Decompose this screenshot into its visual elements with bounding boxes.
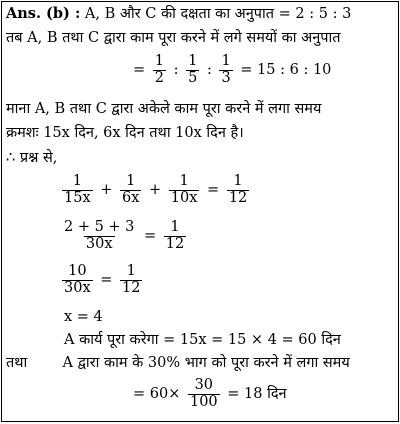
efficiency-ratio-text: A, B और C की दक्षता का अनुपात = 2 : 5 : 3: [80, 6, 352, 22]
a-work-days: A कार्य पूरा करेगा = 15x = 15 × 4 = 60 दिन: [64, 332, 341, 348]
therefore-line: ∴ प्रश्न से,: [6, 150, 58, 166]
equals-sign: =: [133, 62, 146, 79]
assumption-line: माना A, B तथा C द्वारा अकेले काम पूरा करने में लगा समय: [6, 101, 322, 117]
equation-2: $\frac{2 + 5 + 3}{30x}$ = $\frac{1}{12}$: [64, 219, 185, 252]
ratio-result: = 15 : 6 : 10: [240, 62, 332, 79]
tatha-line: [6, 354, 350, 372]
time-ratio-equation: = $\frac{1}{2}$ : $\frac{1}{5}$ : $\frac{1}{3}$ = 15 : 6 : 10: [130, 54, 334, 87]
equation-1: $\frac{1}{15x}$ + $\frac{1}{6x}$ + $\frac{1}{10x}$ = $\frac{1}{12}$: [64, 173, 248, 206]
solution-box: [1, 1, 399, 422]
equation-3: $\frac{10}{30x}$ = $\frac{1}{12}$: [64, 263, 141, 296]
fraction-third: $\frac{1}{3}$: [221, 53, 231, 86]
answer-label: Ans. (b) :: [6, 5, 81, 22]
time-ratio-intro: तब A, B तथा C द्वारा काम पूरा करने में लगे समयों का अनुपात: [6, 30, 341, 46]
answer-line: [6, 5, 351, 23]
fraction-half: $\frac{1}{2}$: [154, 53, 164, 86]
x-value: x = 4: [64, 309, 103, 325]
tatha-text: A द्वारा काम के 30% भाग को पूरा करने में लगा समय: [62, 355, 350, 371]
fraction-fifth: $\frac{1}{5}$: [188, 53, 198, 86]
final-calculation: = 60× $\frac{30}{100}$ = 18 दिन: [133, 377, 287, 410]
assumption-values: क्रमशः 15x दिन, 6x दिन तथा 10x दिन है।: [6, 125, 244, 141]
tatha-label: तथा: [6, 355, 28, 371]
